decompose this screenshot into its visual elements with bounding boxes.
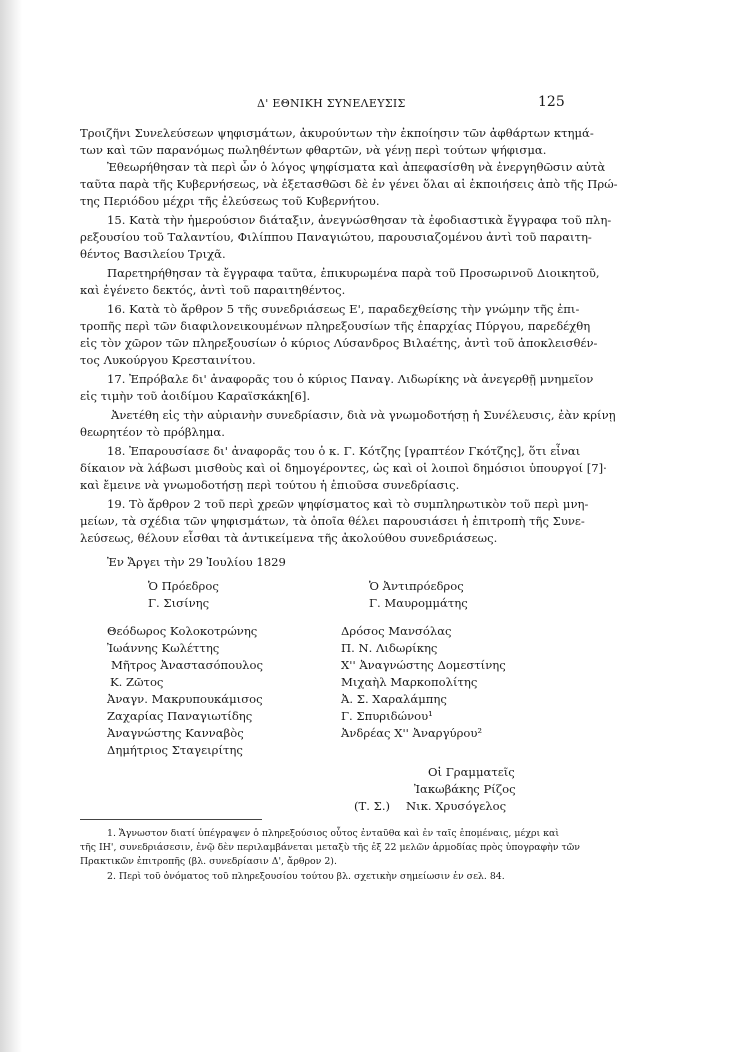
vice-president-name: Γ. Μαυρομμάτης: [369, 596, 468, 610]
text-line: μείων, τὰ σχέδια τῶν ψηφισμάτων, τὰ ὁποῖα θέλει παρουσιάσει ἡ ἐπιτροπὴ τῆς Συνε-: [80, 514, 585, 528]
secretary-name: Νικ. Χρυσόγελος: [406, 799, 507, 813]
text-line: τροπῆς περὶ τῶν διαφιλονεικουμένων πληρεξουσίων τῆς ἐπαρχίας Πύργου, παρεδέχθη: [80, 319, 591, 333]
scan-edge-shadow: [0, 0, 22, 1052]
footnote-divider: [80, 819, 262, 820]
secretary-name: Ἰακωβάκης Ρίζος: [414, 782, 516, 796]
text-line: 19. Τὸ ἄρθρον 2 τοῦ περὶ χρεῶν ψηφίσματος καὶ τὸ συμπληρωτικὸν τοῦ περὶ μνη-: [107, 497, 589, 511]
signatory-name: Χ'' Ἀναγνώστης Δομεστίνης: [341, 658, 506, 672]
seal-abbreviation: (Τ. Σ.): [354, 799, 391, 813]
president-title: Ὁ Πρόεδρος: [148, 579, 219, 593]
running-title: Δ' ΕΘΝΙΚΗ ΣΥΝΕΛΕΥΣΙΣ: [257, 97, 406, 110]
signatory-name: Μιχαὴλ Μαρκοπολίτης: [341, 675, 478, 689]
text-line: εἰς τὸν χῶρον τῶν πληρεξουσίων ὁ κύριος Λύσανδρος Βιλαέτης, ἀντὶ τοῦ ἀποκλεισθέν-: [80, 336, 598, 350]
signatory-name: Ἀ. Σ. Χαραλάμπης: [341, 692, 447, 706]
text-line: ρεξουσίου τοῦ Ταλαντίου, Φιλίππου Παναγιώτου, παρουσιαζομένου ἀντὶ τοῦ παραιτη-: [80, 230, 592, 244]
text-line: τος Λυκούργου Κρεσταινίτου.: [80, 353, 256, 367]
footnote-line: τῆς ΙΗ', συνεδριάσεσιν, ἐνῷ δὲν περιλαμβάνεται μεταξὺ τῆς ἐξ 22 μελῶν ἁρμοδίας πρὸς ὑπογραφὴν τῶν: [80, 842, 581, 853]
text-line: καὶ ἔμεινε νὰ γνωμοδοτήσῃ περὶ τούτου ἡ ἐπιοῦσα συνεδρίασις.: [80, 478, 460, 492]
text-line: Ἀνετέθη εἰς τὴν αὐριανὴν συνεδρίασιν, διὰ νὰ γνωμοδοτήσῃ ἡ Συνέλευσις, ἐὰν κρίνῃ: [111, 408, 616, 422]
footnote-line: Πρακτικῶν ἐπιτροπῆς (βλ. συνεδρίασιν Δ', ἄρθρον 2).: [80, 856, 337, 867]
text-line: ταῦτα παρὰ τῆς Κυβερνήσεως, νὰ ἐξετασθῶσι δὲ ἐν γένει ὅλαι αἱ ἐκποιήσεις ἀπὸ τῆς Πρώ-: [80, 177, 618, 191]
text-line: Τροιζῆνι Συνελεύσεων ψηφισμάτων, ἀκυρούντων τὴν ἐκποίησιν τῶν ἀφθάρτων κτημά-: [80, 126, 594, 140]
text-line: 16. Κατὰ τὸ ἄρθρον 5 τῆς συνεδριάσεως Ε', παραδεχθείσης τὴν γνώμην τῆς ἐπι-: [107, 302, 580, 316]
text-line: της Περιόδου μέχρι τῆς ἐλεύσεως τοῦ Κυβερνήτου.: [80, 194, 380, 208]
signatory-name: Ἀναγν. Μακρυπουκάμισος: [107, 692, 263, 706]
text-line: 17. Ἐπρόβαλε δι' ἀναφορᾶς του ὁ κύριος Παναγ. Λιδωρίκης νὰ ἀνεγερθῇ μνημεῖον: [107, 372, 594, 386]
text-line: λεύσεως, θέλουν εἶσθαι τὰ ἀντικείμενα τῆς ἀκολούθου συνεδριάσεως.: [80, 531, 498, 545]
signatory-name: Ἀναγνώστης Κανναβὸς: [107, 726, 244, 740]
text-line: εἰς τιμὴν τοῦ ἀοιδίμου Καραϊσκάκη[6].: [80, 389, 311, 403]
signatory-name: Μῆτρος Ἀναστασόπουλος: [111, 658, 263, 672]
text-line: Παρετηρήθησαν τὰ ἔγγραφα ταῦτα, ἐπικυρωμένα παρὰ τοῦ Προσωρινοῦ Διοικητοῦ,: [107, 266, 600, 280]
footnote-line: 1. Ἄγνωστον διατί ὑπέγραψεν ὁ πληρεξούσιος οὗτος ἐνταῦθα καὶ ἐν ταῖς ἑπομέναις, μέχρι καὶ: [107, 828, 560, 839]
president-name: Γ. Σισίνης: [148, 596, 210, 610]
signatory-name: Δρόσος Μανσόλας: [341, 624, 452, 638]
text-line: 15. Κατὰ τὴν ἡμερούσιον διάταξιν, ἀνεγνώσθησαν τὰ ἐφοδιαστικὰ ἔγγραφα τοῦ πλη-: [107, 213, 612, 227]
signatory-name: Γ. Σπυριδώνου¹: [341, 709, 433, 723]
text-line: Ἐθεωρήθησαν τὰ περὶ ὧν ὁ λόγος ψηφίσματα καὶ ἀπεφασίσθη νὰ ἐνεργηθῶσιν αὐτὰ: [107, 160, 606, 174]
page-number: 125: [538, 94, 565, 110]
signatory-name: Κ. Ζῶτος: [110, 675, 164, 689]
text-line: των καὶ τῶν παρανόμως πωληθέντων φθαρτῶν, νὰ γένῃ περὶ τούτων ψήφισμα.: [80, 143, 547, 157]
signatory-name: Ἀνδρέας Χ'' Ἀναργύρου²: [341, 726, 483, 740]
signatory-name: Π. Ν. Λιδωρίκης: [341, 641, 438, 655]
signatory-name: Δημήτριος Σταγειρίτης: [107, 743, 243, 757]
signatory-name: Θεόδωρος Κολοκοτρώνης: [107, 624, 258, 638]
text-line: θεωρητέον τὸ πρόβλημα.: [80, 425, 225, 439]
signatory-name: Ἰωάννης Κωλέττης: [107, 641, 220, 655]
text-line: 18. Ἐπαρουσίασε δι' ἀναφορᾶς του ὁ κ. Γ. Κότζης [γραπτέον Γκότζης], ὅτι εἶναι: [107, 444, 581, 458]
text-line: δίκαιον νὰ λάβωσι μισθοὺς καὶ οἱ δημογέροντες, ὡς καὶ οἱ λοιποὶ δημόσιοι ὑπουργοί [7]·: [80, 461, 607, 475]
secretaries-title: Οἱ Γραμματεῖς: [428, 765, 515, 779]
signatory-name: Ζαχαρίας Παναγιωτίδης: [107, 709, 253, 723]
footnote-line: 2. Περὶ τοῦ ὀνόματος τοῦ πληρεξουσίου τούτου βλ. σχετικὴν σημείωσιν ἐν σελ. 84.: [107, 871, 505, 882]
text-line: καὶ ἐγένετο δεκτός, ἀντὶ τοῦ παραιτηθέντος.: [80, 283, 346, 297]
text-line: θέντος Βασιλείου Τριχᾶ.: [80, 247, 226, 261]
vice-president-title: Ὁ Ἀντιπρόεδρος: [369, 579, 464, 593]
dateline: Ἐν Ἄργει τὴν 29 Ἰουλίου 1829: [107, 555, 286, 569]
